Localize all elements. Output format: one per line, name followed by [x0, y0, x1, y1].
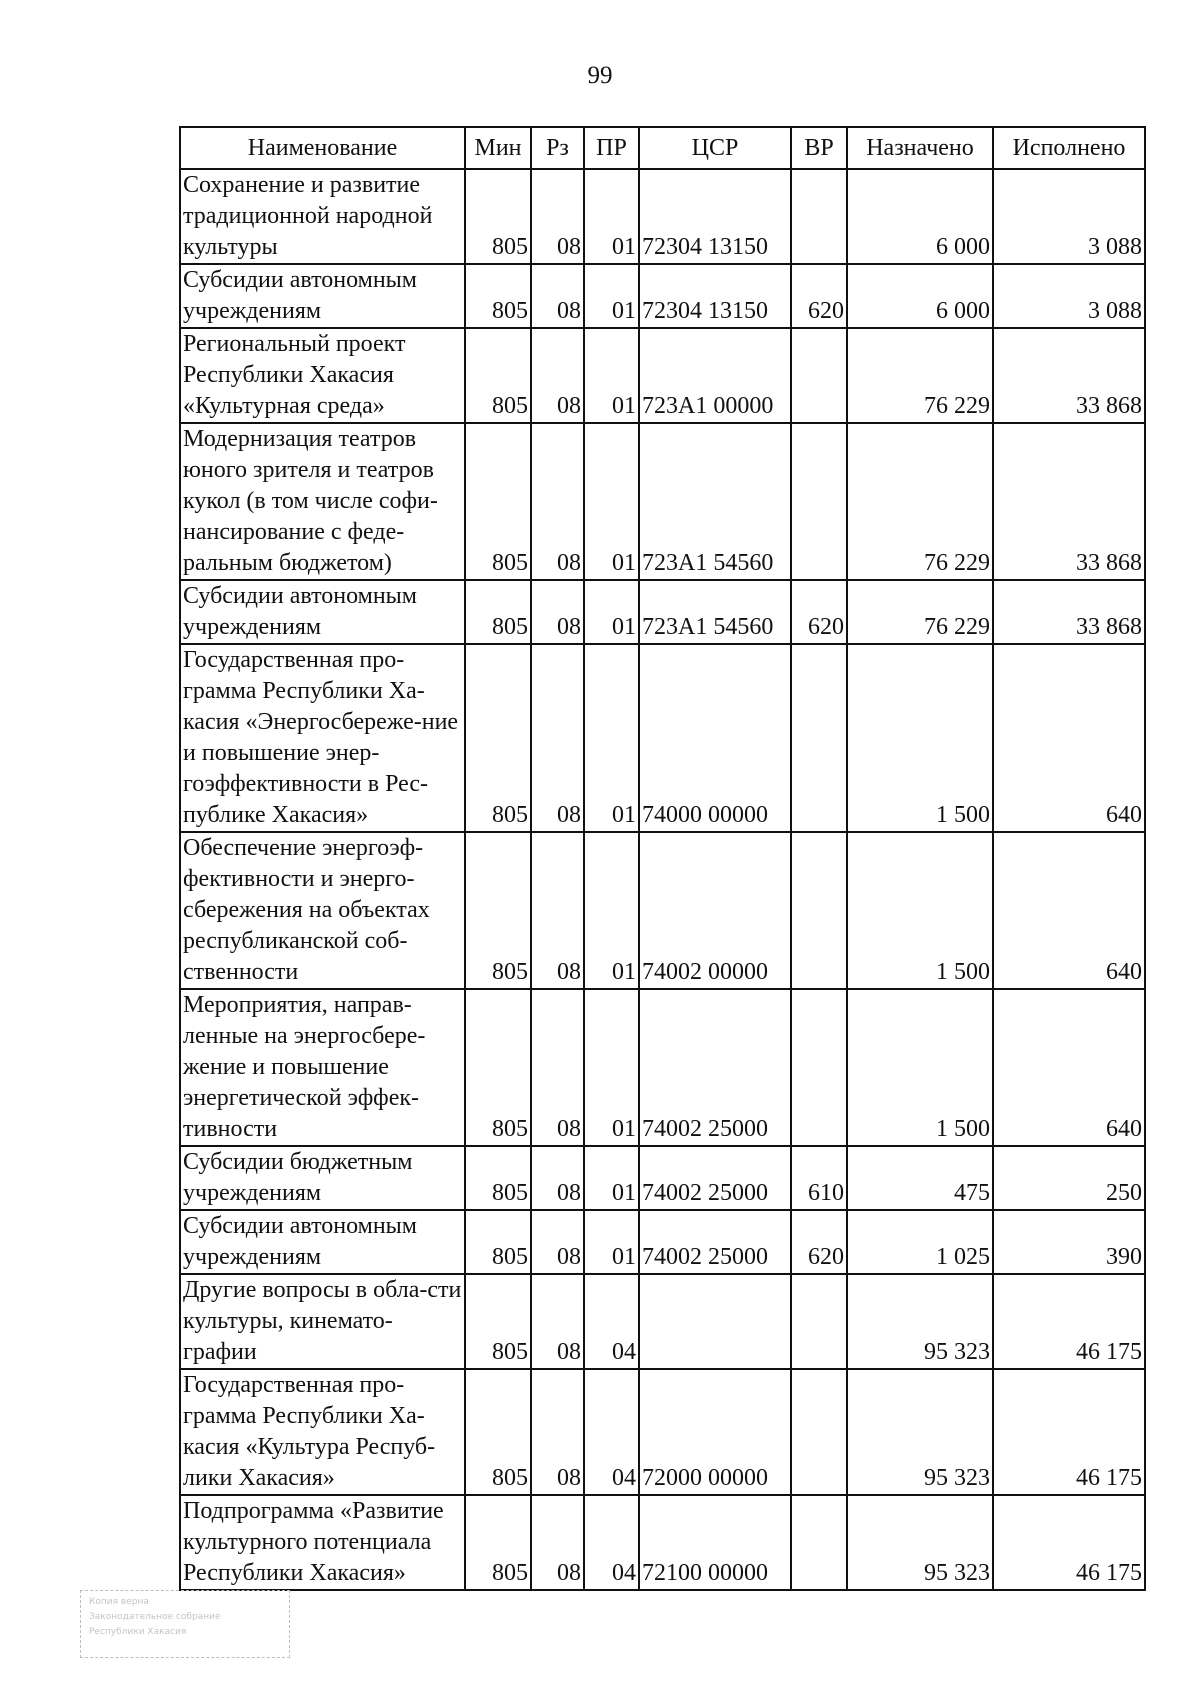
cell-name: Мероприятия, направ-ленные на энергосбере-жение и повышение энергетической эффек-тивности: [180, 989, 465, 1146]
cell-name: Модернизация театров юного зрителя и театров кукол (в том числе софи-нансирование с феде-ральным бюджетом): [180, 423, 465, 580]
stamp-line: Республики Хакасия: [89, 1627, 187, 1637]
cell-pr: 01: [584, 423, 639, 580]
cell-min: 805: [465, 264, 531, 328]
cell-min: 805: [465, 1210, 531, 1274]
cell-vr: 610: [791, 1146, 847, 1210]
cell-name: Государственная про-грамма Республики Ха-касия «Культура Респуб-лики Хакасия»: [180, 1369, 465, 1495]
header-csr: ЦСР: [639, 127, 791, 169]
cell-assigned: 475: [847, 1146, 993, 1210]
table-row: [180, 423, 1145, 580]
cell-pr: 01: [584, 328, 639, 423]
cell-min: 805: [465, 989, 531, 1146]
certification-stamp: [80, 1590, 290, 1658]
cell-executed: 390: [993, 1210, 1145, 1274]
cell-csr: 74002 25000: [639, 989, 791, 1146]
cell-executed: 3 088: [993, 169, 1145, 264]
cell-vr: [791, 832, 847, 989]
cell-name: Субсидии автономным учреждениям: [180, 264, 465, 328]
cell-rz: 08: [531, 264, 584, 328]
cell-vr: [791, 1274, 847, 1369]
cell-vr: 620: [791, 1210, 847, 1274]
table-row: [180, 328, 1145, 423]
cell-pr: 01: [584, 989, 639, 1146]
cell-pr: 01: [584, 264, 639, 328]
cell-executed: 3 088: [993, 264, 1145, 328]
cell-pr: 01: [584, 580, 639, 644]
header-rz: Рз: [531, 127, 584, 169]
cell-name: Субсидии автономным учреждениям: [180, 1210, 465, 1274]
cell-vr: 620: [791, 264, 847, 328]
cell-name: Сохранение и развитие традиционной народной культуры: [180, 169, 465, 264]
header-min: Мин: [465, 127, 531, 169]
cell-assigned: 1 500: [847, 989, 993, 1146]
table-row: [180, 1210, 1145, 1274]
cell-csr: [639, 1274, 791, 1369]
cell-min: 805: [465, 169, 531, 264]
table-row: [180, 1369, 1145, 1495]
cell-name: Подпрограмма «Развитие культурного потенциала Республики Хакасия»: [180, 1495, 465, 1590]
cell-pr: 01: [584, 169, 639, 264]
cell-min: 805: [465, 644, 531, 832]
header-assigned: Назначено: [847, 127, 993, 169]
cell-pr: 04: [584, 1369, 639, 1495]
cell-assigned: 95 323: [847, 1274, 993, 1369]
cell-vr: [791, 1369, 847, 1495]
cell-rz: 08: [531, 328, 584, 423]
cell-executed: 640: [993, 989, 1145, 1146]
cell-executed: 46 175: [993, 1369, 1145, 1495]
cell-min: 805: [465, 1369, 531, 1495]
cell-csr: 74002 25000: [639, 1210, 791, 1274]
table-header-row: [180, 127, 1145, 169]
table-row: [180, 1495, 1145, 1590]
cell-min: 805: [465, 580, 531, 644]
cell-assigned: 95 323: [847, 1369, 993, 1495]
cell-executed: 46 175: [993, 1274, 1145, 1369]
cell-executed: 640: [993, 644, 1145, 832]
cell-name: Государственная про-грамма Республики Ха-касия «Энергосбереже-ние и повышение энер-гоэффективности в Рес-публике Хакасия»: [180, 644, 465, 832]
cell-assigned: 6 000: [847, 264, 993, 328]
table-row: [180, 169, 1145, 264]
cell-executed: 640: [993, 832, 1145, 989]
cell-csr: 72100 00000: [639, 1495, 791, 1590]
cell-csr: 723A1 54560: [639, 423, 791, 580]
table-row: [180, 264, 1145, 328]
cell-rz: 08: [531, 1146, 584, 1210]
cell-pr: 04: [584, 1495, 639, 1590]
cell-assigned: 6 000: [847, 169, 993, 264]
cell-executed: 46 175: [993, 1495, 1145, 1590]
cell-name: Другие вопросы в обла-сти культуры, кинемато-графии: [180, 1274, 465, 1369]
cell-csr: 72000 00000: [639, 1369, 791, 1495]
cell-csr: 723A1 00000: [639, 328, 791, 423]
cell-vr: 620: [791, 580, 847, 644]
cell-pr: 04: [584, 1274, 639, 1369]
cell-rz: 08: [531, 1210, 584, 1274]
cell-pr: 01: [584, 644, 639, 832]
cell-assigned: 1 500: [847, 644, 993, 832]
cell-pr: 01: [584, 1210, 639, 1274]
cell-rz: 08: [531, 580, 584, 644]
cell-name: Региональный проект Республики Хакасия «Культурная среда»: [180, 328, 465, 423]
cell-min: 805: [465, 1274, 531, 1369]
table-row: [180, 644, 1145, 832]
cell-executed: 33 868: [993, 423, 1145, 580]
cell-vr: [791, 423, 847, 580]
cell-vr: [791, 328, 847, 423]
header-vr: ВР: [791, 127, 847, 169]
cell-assigned: 76 229: [847, 580, 993, 644]
table-body: [180, 169, 1145, 1590]
cell-csr: 723A1 54560: [639, 580, 791, 644]
budget-table: [179, 126, 1146, 1591]
cell-rz: 08: [531, 832, 584, 989]
cell-rz: 08: [531, 423, 584, 580]
cell-assigned: 76 229: [847, 328, 993, 423]
table-row: [180, 1274, 1145, 1369]
cell-csr: 72304 13150: [639, 264, 791, 328]
cell-rz: 08: [531, 1495, 584, 1590]
cell-pr: 01: [584, 832, 639, 989]
cell-rz: 08: [531, 1369, 584, 1495]
cell-min: 805: [465, 328, 531, 423]
cell-assigned: 1 500: [847, 832, 993, 989]
cell-name: Обеспечение энергоэф-фективности и энерго-сбережения на объектах республиканской соб-ственности: [180, 832, 465, 989]
stamp-line: Законодательное собрание: [89, 1612, 221, 1622]
cell-assigned: 1 025: [847, 1210, 993, 1274]
cell-vr: [791, 989, 847, 1146]
cell-rz: 08: [531, 989, 584, 1146]
cell-executed: 250: [993, 1146, 1145, 1210]
cell-csr: 74002 25000: [639, 1146, 791, 1210]
cell-min: 805: [465, 1495, 531, 1590]
cell-vr: [791, 1495, 847, 1590]
cell-min: 805: [465, 423, 531, 580]
cell-pr: 01: [584, 1146, 639, 1210]
header-name: Наименование: [180, 127, 465, 169]
cell-csr: 72304 13150: [639, 169, 791, 264]
header-executed: Исполнено: [993, 127, 1145, 169]
page-number: 99: [587, 62, 613, 89]
table-row: [180, 1146, 1145, 1210]
cell-rz: 08: [531, 1274, 584, 1369]
cell-executed: 33 868: [993, 328, 1145, 423]
header-pr: ПР: [584, 127, 639, 169]
cell-assigned: 76 229: [847, 423, 993, 580]
cell-rz: 08: [531, 644, 584, 832]
cell-min: 805: [465, 832, 531, 989]
cell-name: Субсидии автономным учреждениям: [180, 580, 465, 644]
cell-vr: [791, 644, 847, 832]
table-row: [180, 832, 1145, 989]
stamp-line: Копия верна: [89, 1597, 149, 1607]
cell-name: Субсидии бюджетным учреждениям: [180, 1146, 465, 1210]
cell-vr: [791, 169, 847, 264]
cell-executed: 33 868: [993, 580, 1145, 644]
cell-csr: 74002 00000: [639, 832, 791, 989]
table-row: [180, 580, 1145, 644]
cell-rz: 08: [531, 169, 584, 264]
table-row: [180, 989, 1145, 1146]
cell-min: 805: [465, 1146, 531, 1210]
cell-assigned: 95 323: [847, 1495, 993, 1590]
cell-csr: 74000 00000: [639, 644, 791, 832]
